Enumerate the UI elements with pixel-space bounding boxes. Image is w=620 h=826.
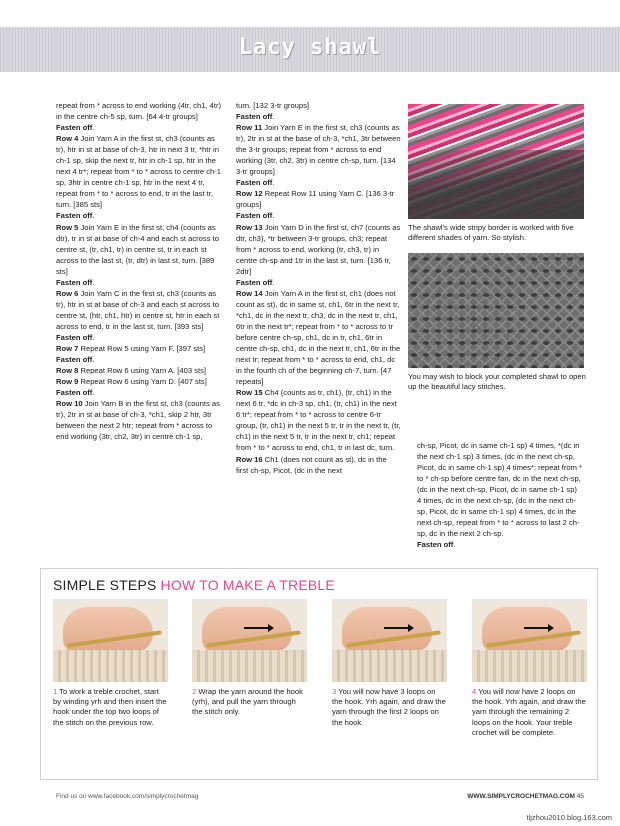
row-text: Join Yarn A in the first st, ch3 (counts as tr), htr in st at base of ch-3, htr in next 3 tr, *htr in ch-1 sp, skip the next tr, htr in ch-1 sp, htr in the next 4 tr*; repeat from * to * across to centre ch-1 sp, 3htr in centre ch-1 sp, htr in the next 4 tr, repeat from * to * across to end, tr in the last tr, turn. [385 sts] bbox=[56, 134, 222, 210]
row-label: Fasten off bbox=[236, 211, 273, 221]
pattern-paragraph bbox=[56, 376, 222, 387]
row-text: . bbox=[92, 211, 95, 221]
simple-steps-box bbox=[40, 568, 598, 780]
step-photo bbox=[192, 599, 307, 682]
row-text: Join Yarn E in the first st, ch3 (counts as tr), 2tr in st at the base of ch-3, *ch1, 3tr between the 3-tr groups; repeat from * across to end working (3tr, ch2, 3tr) in centre ch-sp, turn. [134 3-tr groups] bbox=[236, 123, 401, 177]
pattern-paragraph bbox=[56, 354, 222, 365]
text-column-1 bbox=[56, 100, 222, 442]
pattern-paragraph bbox=[236, 222, 401, 277]
footer-site bbox=[467, 793, 584, 800]
step-2 bbox=[192, 599, 312, 718]
steps-heading-main: SIMPLE STEPS bbox=[53, 577, 157, 593]
step-photo bbox=[472, 599, 587, 682]
step-text: To work a treble crochet, start by winding yrh and then insert the hook under the top two loops of the stitch on the previous row. bbox=[53, 687, 167, 727]
row-label: Row 9 bbox=[56, 377, 79, 387]
row-text: Repeat Row 5 using Yarn F. [397 sts] bbox=[78, 344, 206, 354]
row-label: Fasten off bbox=[56, 211, 93, 221]
step-photo bbox=[332, 599, 447, 682]
row-text: Repeat Row 6 using Yarn A. [403 sts] bbox=[78, 366, 206, 376]
row-label: Row 11 bbox=[236, 123, 263, 133]
row-text: repeat from * across to end working (4tr, ch1, 4tr) in the centre ch-5 sp, turn. [64 4-tr groups] bbox=[56, 101, 222, 122]
pattern-paragraph bbox=[56, 365, 222, 376]
header-band bbox=[0, 27, 620, 72]
pattern-paragraph bbox=[56, 387, 222, 398]
row-text: . bbox=[92, 388, 95, 398]
pattern-paragraph bbox=[236, 277, 401, 288]
step-4 bbox=[472, 599, 592, 738]
step-text: You will now have 3 loops on the hook. Yrh again, and draw the yarn through the first 2 loops on the hook. bbox=[332, 687, 446, 727]
step-number: 3 bbox=[332, 687, 337, 696]
arrow-icon bbox=[524, 627, 550, 629]
row-text: Repeat Row 11 using Yarn C. [136 3-tr groups] bbox=[236, 189, 395, 210]
row-text: . bbox=[272, 211, 275, 221]
page-number: 45 bbox=[576, 793, 584, 800]
row-text: Repeat Row 6 using Yarn D. [407 sts] bbox=[78, 377, 207, 387]
photo-caption: You may wish to block your completed shawl to open up the beautiful lacy stitches. bbox=[408, 372, 586, 391]
text-column-3 bbox=[417, 440, 583, 550]
row-label: Row 14 bbox=[236, 288, 263, 298]
row-label: Row 7 bbox=[56, 344, 79, 354]
pattern-paragraph bbox=[56, 122, 222, 133]
row-text: . bbox=[453, 540, 456, 550]
steps-heading-sub: HOW TO MAKE A TREBLE bbox=[160, 577, 335, 593]
row-label: Fasten off bbox=[417, 540, 454, 550]
pattern-paragraph bbox=[236, 111, 401, 122]
row-text: Ch4 (counts as tr, ch1), (tr, ch1) in the next 6 tr, *dc in ch-3 sp, ch1, (tr, ch1) in the next 6 tr*; repeat from * to * across to centre 6-tr group, (tr, ch1) in the next 5 tr, tr in the next tr, (tr, ch1) in the next 5 tr, tr in the next tr, ch1; repeat from * to * across to end, ch1, tr in last dc, turn. bbox=[236, 388, 401, 453]
pattern-paragraph bbox=[56, 343, 222, 354]
row-text: Join Yarn D in the first st, ch7 (counts as dtr, ch3), *tr between 3-tr groups, ch3; repeat from * across to end, working (tr, ch3, tr) in centre ch-sp and 1tr in the last st, turn. [136 tr, 2dtr] bbox=[236, 222, 401, 276]
page-title: Lacy shawl bbox=[238, 35, 382, 60]
step-number: 4 bbox=[472, 687, 477, 696]
row-text: . bbox=[92, 277, 95, 287]
row-text: . bbox=[92, 355, 95, 365]
row-text: . bbox=[272, 112, 275, 122]
row-label: Row 10 bbox=[56, 399, 83, 409]
pattern-paragraph bbox=[236, 188, 401, 210]
step-text: Wrap the yarn around the hook (yrh), and pull the yarn through the stitch only. bbox=[192, 687, 303, 717]
row-text: Join Yarn C in the first st, ch3 (counts as tr), htr in st at base of ch-3 and each st across to centre st, (htr, ch1, htr) in centre st, htr in each st across to end, tr in the last st, turn. [393 sts] bbox=[56, 288, 220, 331]
row-label: Fasten off bbox=[236, 277, 273, 287]
row-label: Row 4 bbox=[56, 134, 79, 144]
row-text: ch-sp, Picot, dc in same ch-1 sp) 4 times, *(dc in the next ch-1 sp) 3 times, (dc in the next ch-sp, Picot, dc in same ch-1 sp) 4 times*; repeat from * to * ch-sp before centre fan, dc in the next ch-sp, (dc in the next ch-sp, Picot, dc in same ch-1 sp) 4 times, dc in the next ch-sp, (dc in the next ch-sp, Picot, dc in same ch-1 sp) 4 times, dc in the next ch-sp, repeat from * to * across to last 2 ch-sp, dc in the next 2 ch-sp. bbox=[417, 441, 583, 539]
pattern-paragraph bbox=[417, 539, 583, 550]
watermark-text: tljzhou2010.blog.163.com bbox=[526, 813, 612, 822]
row-text: . bbox=[92, 332, 95, 342]
row-label: Fasten off bbox=[56, 123, 93, 133]
steps-heading bbox=[53, 577, 335, 593]
shawl-border-photo bbox=[408, 104, 584, 219]
pattern-paragraph bbox=[236, 122, 401, 177]
pattern-paragraph bbox=[56, 332, 222, 343]
row-label: Row 12 bbox=[236, 189, 263, 199]
pattern-paragraph bbox=[236, 210, 401, 221]
row-label: Row 6 bbox=[56, 288, 79, 298]
arrow-icon bbox=[384, 627, 410, 629]
lace-stitch-photo bbox=[408, 253, 584, 368]
row-label: Fasten off bbox=[236, 178, 273, 188]
row-label: Row 5 bbox=[56, 222, 79, 232]
pattern-paragraph bbox=[56, 398, 222, 442]
arrow-icon bbox=[244, 627, 270, 629]
row-label: Fasten off bbox=[56, 355, 93, 365]
row-text: Join Yarn A in the first st, ch1 (does not count as st), dc in same st, ch1, 6tr in the next tr, *ch1, dc in the next tr, ch3, dc in the next tr, ch1, 6tr in the next tr*; repeat from * to * across to tr before centre ch-sp, ch1, dc in tr, ch1, 6tr in centre ch-sp, ch1, dc in the next tr, ch1, 6tr in the next tr; repeat from * to * across to end, ch1, dc in the fourth ch of the beginning ch-7, turn. [47 repeats] bbox=[236, 288, 401, 387]
pattern-paragraph bbox=[236, 177, 401, 188]
step-text: You will now have 2 loops on the hook. Yrh again, and draw the yarn through the remaining 2 loops on the hook. Your treble crochet will be complete. bbox=[472, 687, 586, 737]
pattern-paragraph bbox=[236, 454, 401, 476]
row-text: Join Yarn B in the first st, ch3 (counts as tr), 2tr in st at base of ch-3, *ch1, skip 2 htr, 3tr between the next 2 htr; repeat from * across to end working (3tr, ch2, 3tr) in centre ch-1 sp, bbox=[56, 399, 220, 442]
row-label: Fasten off bbox=[56, 388, 93, 398]
row-text: Ch1 (does not count as st), dc in the first ch-sp, Picot, (dc in the next bbox=[236, 454, 387, 475]
row-label: Row 13 bbox=[236, 222, 263, 232]
row-text: . bbox=[92, 123, 95, 133]
row-label: Row 15 bbox=[236, 388, 263, 398]
row-label: Row 8 bbox=[56, 366, 79, 376]
photo-caption: The shawl's wide stripy border is worked with five different shades of yarn. So stylish. bbox=[408, 223, 574, 242]
row-label: Row 16 bbox=[236, 454, 263, 464]
row-text: Join Yarn E in the first st, ch4 (counts as dtr), tr in st at base of ch-4 and each st across to centre st, (tr, ch1, tr) in centre st, tr in each st across to the last st, (tr, dtr) in last st, turn. [389 sts] bbox=[56, 222, 219, 276]
pattern-paragraph bbox=[56, 133, 222, 210]
step-number: 1 bbox=[53, 687, 58, 696]
pattern-paragraph bbox=[236, 387, 401, 453]
text-column-2 bbox=[236, 100, 401, 476]
row-label: Fasten off bbox=[56, 332, 93, 342]
facebook-link[interactable]: Find us on www.facebook.com/simplycrochetmag bbox=[56, 793, 199, 800]
website-link[interactable]: WWW.SIMPLYCROCHETMAG.COM bbox=[467, 793, 575, 800]
row-label: Fasten off bbox=[56, 277, 93, 287]
pattern-paragraph bbox=[56, 210, 222, 221]
pattern-paragraph bbox=[56, 222, 222, 277]
row-text: . bbox=[272, 178, 275, 188]
step-number: 2 bbox=[192, 687, 197, 696]
pattern-paragraph bbox=[417, 440, 583, 539]
pattern-paragraph bbox=[56, 288, 222, 332]
step-photo bbox=[53, 599, 168, 682]
step-1 bbox=[53, 599, 173, 728]
step-3 bbox=[332, 599, 452, 728]
pattern-paragraph bbox=[236, 100, 401, 111]
row-text: . bbox=[272, 277, 275, 287]
pattern-paragraph bbox=[56, 100, 222, 122]
row-label: Fasten off bbox=[236, 112, 273, 122]
pattern-paragraph bbox=[56, 277, 222, 288]
pattern-paragraph bbox=[236, 288, 401, 387]
row-text: turn. [132 3-tr groups] bbox=[236, 101, 310, 110]
